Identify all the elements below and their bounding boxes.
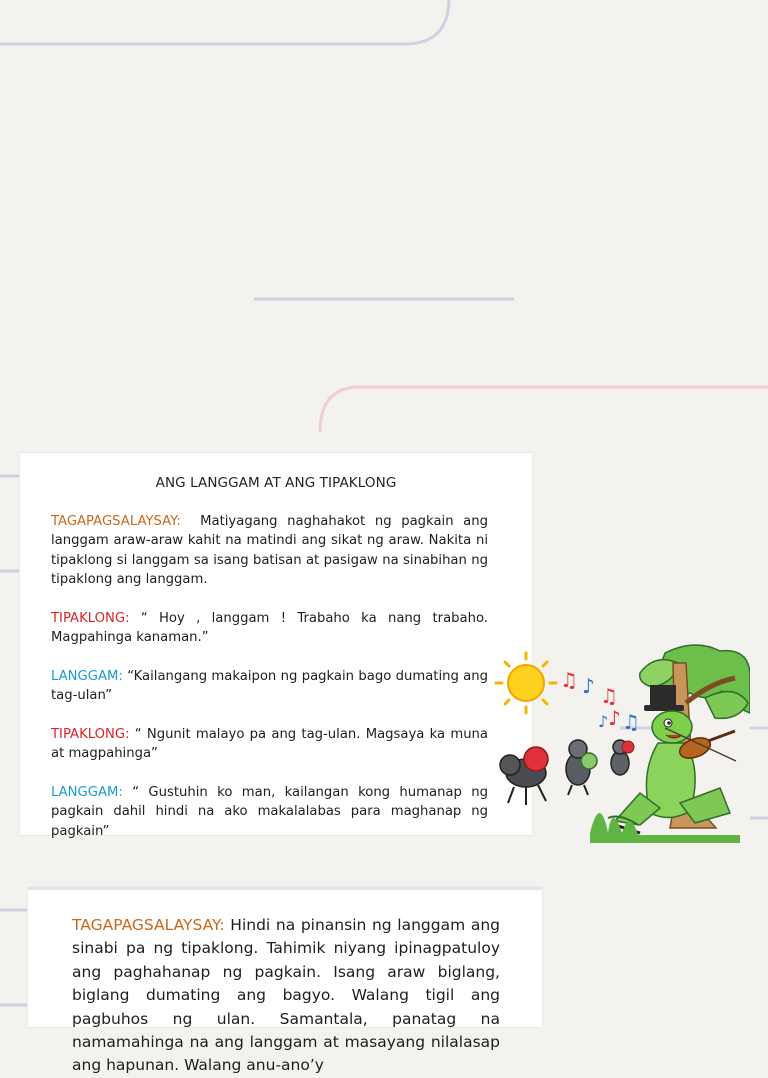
continuation-card xyxy=(28,887,542,1075)
speaker-label-narrator: TAGAPAGSALAYSAY: xyxy=(51,514,181,529)
speaker-label-ant: LANGGAM: xyxy=(51,785,123,800)
music-notes-icon xyxy=(560,668,640,734)
svg-text:♫: ♫ xyxy=(560,668,578,692)
svg-text:♫: ♫ xyxy=(622,710,640,734)
sun-icon xyxy=(496,653,556,713)
grasshopper-line-2 xyxy=(51,725,488,764)
svg-text:♪: ♪ xyxy=(598,712,609,731)
ant-line-1 xyxy=(51,667,488,706)
grasshopper-line-1 xyxy=(51,609,488,648)
dialogue-text: Hindi na pinansin ng langgam ang sinabi pa ng tipaklong. Tahimik niyang ipinagpatuloy ang paghahanap ng pagkain. Isang araw biglang, biglang dumating ang bagyo. Walang tigil ang pagbuhos ng ulan. Samantala, panatag na namamahinga na ang langgam at masayang nilalasap ang hapunan. Walang anu-ano’y xyxy=(72,916,500,1075)
dialogue-text: “ Ngunit malayo pa ang tag-ulan. Magsaya ka muna at magpahinga” xyxy=(51,727,488,762)
speaker-label-grasshopper: TIPAKLONG: xyxy=(51,727,130,742)
ant-line-2 xyxy=(51,783,488,841)
speaker-label-ant: LANGGAM: xyxy=(51,669,123,684)
dialogue-text: “ Gustuhin ko man, kailangan kong humanap ng pagkain dahil hindi na ako makalalabas para maghanap ng pagkain” xyxy=(51,785,488,839)
narrator-paragraph-continuation xyxy=(72,914,500,1078)
narrator-paragraph xyxy=(51,512,488,590)
ant-icon xyxy=(500,740,634,805)
svg-text:♪: ♪ xyxy=(608,706,621,730)
speaker-label-grasshopper: TIPAKLONG: xyxy=(51,611,130,626)
dialogue-text: “Kailangang makaipon ng pagkain bago dumating ang tag-ulan” xyxy=(51,669,488,704)
dialogue-text: “ Hoy , langgam ! Trabaho ka nang trabaho. Magpahinga kanaman.” xyxy=(51,611,488,646)
svg-text:♫: ♫ xyxy=(600,684,618,708)
speaker-label-narrator: TAGAPAGSALAYSAY: xyxy=(72,916,225,934)
story-title: ANG LANGGAM AT ANG TIPAKLONG xyxy=(155,475,397,491)
dialogue-text: Matiyagang naghahakot ng pagkain ang langgam araw-araw kahit na matindi ang sikat ng araw. Nakita ni tipaklong si langgam sa isang batisan at pasigaw na sinabihan ng tipaklong ang langgam. xyxy=(51,514,488,588)
story-illustration xyxy=(490,643,750,843)
story-card xyxy=(20,453,532,839)
svg-text:♪: ♪ xyxy=(582,674,595,698)
